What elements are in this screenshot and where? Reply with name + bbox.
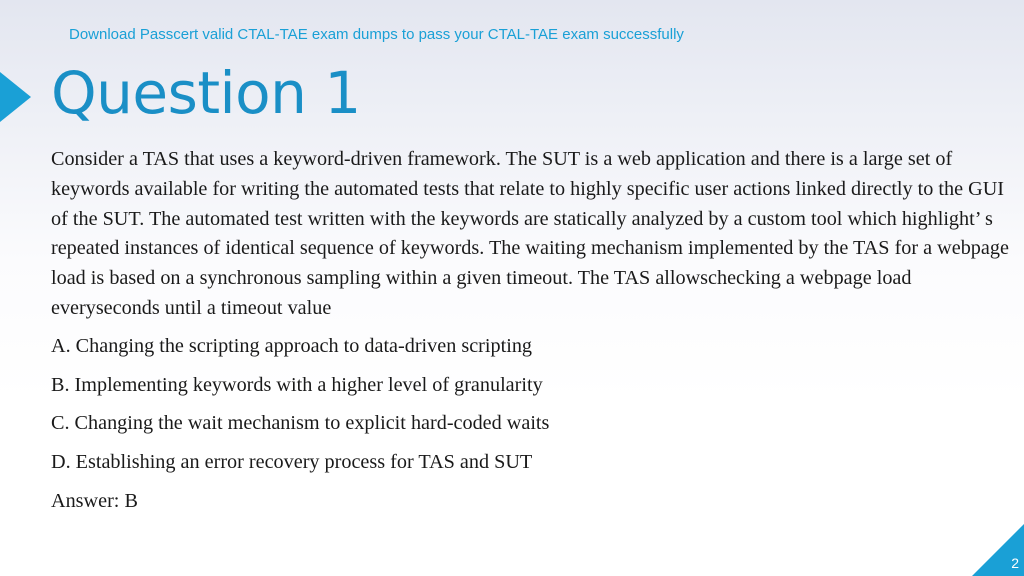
question-text: Consider a TAS that uses a keyword-driven framework. The SUT is a web application and there is a large set of keywords available for writing the automated tests that relate to highly specific user actions linked directly to the GUI of the SUT. The automated test written with the keywords are statically analyzed by a custom tool which highlight’ s repeated instances of identical sequence of keywords. The waiting mechanism implemented by the TAS for a webpage load is based on a synchronous sampling within a given timeout. The TAS allowschecking a webpage load everyseconds until a timeout value: [51, 148, 1009, 319]
option-d: D. Establishing an error recovery process for TAS and SUT: [51, 450, 533, 473]
option-b: B. Implementing keywords with a higher level of granularity: [51, 373, 543, 396]
page-number: 2: [1011, 555, 1019, 571]
option-c: C. Changing the wait mechanism to explicit hard-coded waits: [51, 412, 550, 435]
answer-options-list: [51, 334, 549, 488]
download-banner-link[interactable]: Download Passcert valid CTAL-TAE exam dumps to pass your CTAL-TAE exam successfully: [69, 26, 684, 43]
arrow-marker-icon: [0, 72, 31, 122]
option-a: A. Changing the scripting approach to data-driven scripting: [51, 335, 533, 357]
answer-text: Answer: B: [51, 490, 138, 512]
slide-title: Question 1: [51, 59, 361, 127]
